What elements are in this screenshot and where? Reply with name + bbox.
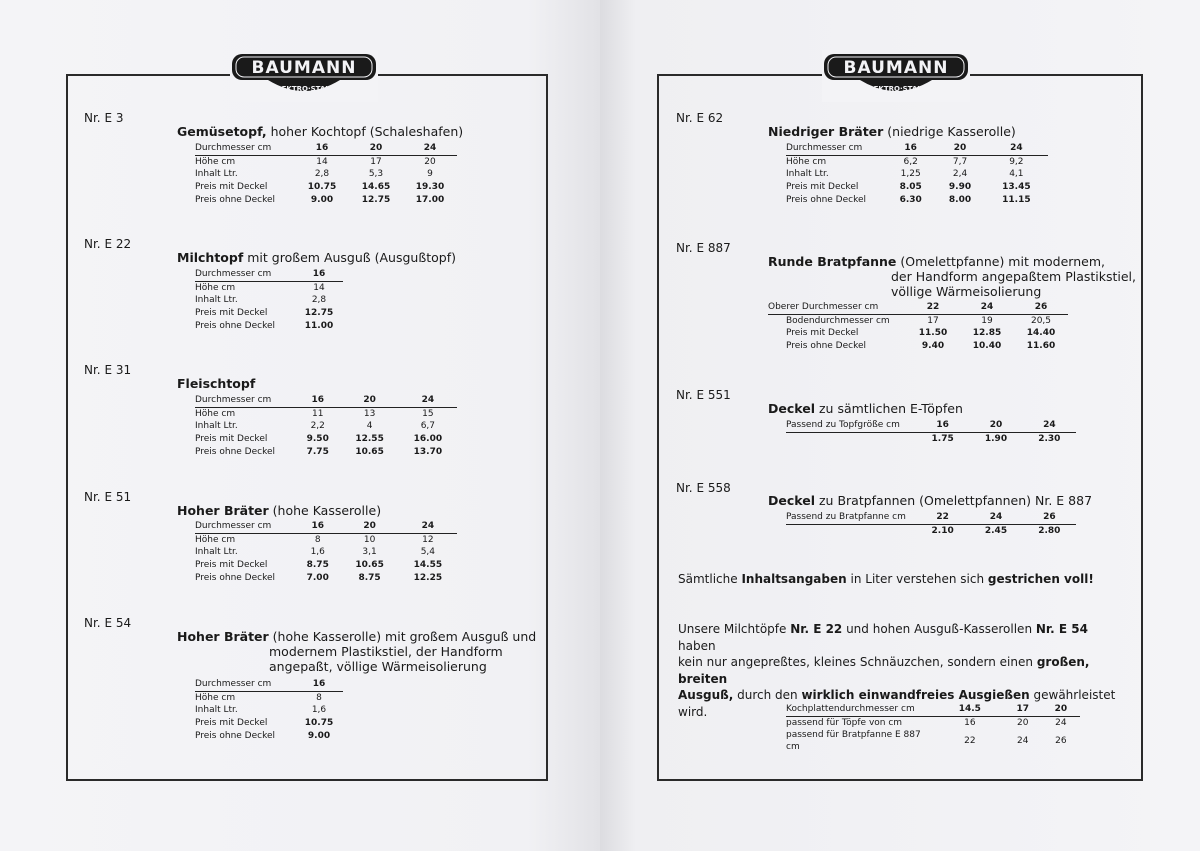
item-title: Hoher Bräter (hohe Kasserolle) mit großem Ausguß und xyxy=(177,629,537,644)
item-number: Nr. E 22 xyxy=(84,237,132,251)
item-number: Nr. E 62 xyxy=(676,111,724,125)
spec-table: Durchmesser cm 16 Höhe cm 8 Inhalt Ltr. 1,6 Preis mit Deckel 10.75 Preis ohne Deckel 9.00 xyxy=(195,678,343,742)
hotplate-table: Kochplattendurchmesser cm 14.5 17 20 passend für Töpfe von cm 16 20 24 passend für Bratpfanne E 887 cm 22 24 26 xyxy=(786,703,1080,753)
item-title: Gemüsetopf, hoher Kochtopf (Schaleshafen) xyxy=(177,124,464,139)
baumann-logo xyxy=(822,50,970,102)
svg-text:BAUMANN: BAUMANN xyxy=(843,58,949,78)
item-title: Hoher Bräter (hohe Kasserolle) xyxy=(177,503,382,518)
spec-table: Passend zu Topfgröße cm 16 20 24 1.75 1.90 2.30 xyxy=(786,419,1076,445)
item-number: Nr. E 31 xyxy=(84,363,132,377)
item-title: Runde Bratpfanne (Omelettpfanne) mit modernem, xyxy=(768,254,1105,269)
item-title: Niedriger Bräter (niedrige Kasserolle) xyxy=(768,124,1016,139)
item-title-line: der Handform angepaßtem Plastikstiel, xyxy=(891,269,1137,284)
spec-table: Durchmesser cm 16 20 24 Höhe cm 14 17 20 Inhalt Ltr. 2,8 5,3 9 Preis mit Deckel 10.75 14.65 19.30 Preis ohne Deckel 9.00 12.75 17.00 xyxy=(195,142,457,206)
pouring-paragraph: Unsere Milchtöpfe Nr. E 22 und hohen Ausguß-Kasserollen Nr. E 54 haben kein nur angepreßtes, kleines Schnäuzchen, sondern einen großen, breiten Ausguß, durch den wirklich einwandfreies Ausgießen gewährleistet wird. xyxy=(678,622,1116,719)
svg-text:ELEKTRO·STAHL: ELEKTRO·STAHL xyxy=(272,85,336,93)
item-title: Deckel zu Bratpfannen (Omelettpfannen) Nr. E 887 xyxy=(768,493,1093,508)
svg-text:BAUMANN: BAUMANN xyxy=(251,58,357,78)
item-number: Nr. E 3 xyxy=(84,111,124,125)
item-number: Nr. E 54 xyxy=(84,616,132,630)
item-title-line: völlige Wärmeisolierung xyxy=(891,284,1042,299)
svg-text:ELEKTRO·STAHL: ELEKTRO·STAHL xyxy=(864,85,928,93)
spec-table: Durchmesser cm 16 20 24 Höhe cm 8 10 12 Inhalt Ltr. 1,6 3,1 5,4 Preis mit Deckel 8.75 10.65 14.55 Preis ohne Deckel 7.00 8.75 12.25 xyxy=(195,520,457,584)
spec-table: Durchmesser cm 16 Höhe cm 14 Inhalt Ltr. 2,8 Preis mit Deckel 12.75 Preis ohne Deckel 11.00 xyxy=(195,268,343,332)
item-title: Deckel zu sämtlichen E-Töpfen xyxy=(768,401,963,416)
spec-table: Passend zu Bratpfanne cm 22 24 26 2.10 2.45 2.80 xyxy=(786,511,1076,537)
volume-note: Sämtliche Inhaltsangaben in Liter verstehen sich gestrichen voll! xyxy=(678,572,1094,586)
spec-table: Oberer Durchmesser cm 22 24 26 Bodendurchmesser cm 17 19 20,5 Preis mit Deckel 11.50 12.85 14.40 Preis ohne Deckel 9.40 10.40 11.60 xyxy=(768,301,1068,352)
spec-table: Durchmesser cm 16 20 24 Höhe cm 11 13 15 Inhalt Ltr. 2,2 4 6,7 Preis mit Deckel 9.50 12.55 16.00 Preis ohne Deckel 7.75 10.65 13.70 xyxy=(195,394,457,458)
item-title-line: modernem Plastikstiel, der Handform xyxy=(269,644,503,659)
item-title-line: angepaßt, völlige Wärmeisolierung xyxy=(269,659,487,674)
item-number: Nr. E 887 xyxy=(676,241,731,255)
item-number: Nr. E 558 xyxy=(676,481,731,495)
item-number: Nr. E 51 xyxy=(84,490,132,504)
baumann-logo xyxy=(230,50,378,102)
item-number: Nr. E 551 xyxy=(676,388,731,402)
spec-table: Durchmesser cm 16 20 24 Höhe cm 6,2 7,7 9,2 Inhalt Ltr. 1,25 2,4 4,1 Preis mit Deckel 8.05 9.90 13.45 Preis ohne Deckel 6.30 8.00 11.15 xyxy=(786,142,1048,206)
item-title: Milchtopf mit großem Ausguß (Ausgußtopf) xyxy=(177,250,456,265)
item-title: Fleischtopf xyxy=(177,376,256,391)
